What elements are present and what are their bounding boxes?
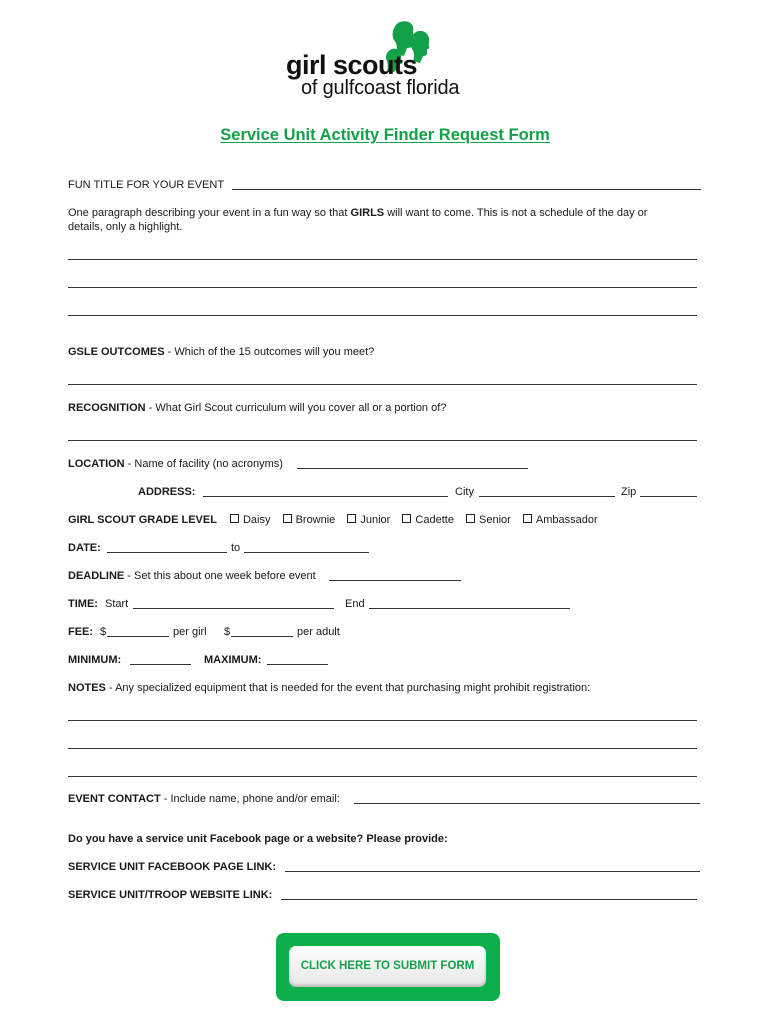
recognition-label: RECOGNITION [68, 402, 146, 414]
description-emphasis: GIRLS [350, 207, 385, 219]
fee-label: FEE: [68, 626, 94, 638]
fun-title-label: FUN TITLE FOR YOUR EVENT [68, 179, 225, 191]
grade-option-senior[interactable]: Senior [466, 514, 511, 526]
submit-button-frame [276, 933, 500, 1001]
event-contact-prompt [68, 792, 340, 806]
minimum-label: MINIMUM: [68, 654, 122, 666]
fee-currency-adult: $ [224, 626, 231, 638]
location-label: LOCATION [68, 458, 125, 470]
gsle-label: GSLE OUTCOMES [68, 346, 165, 358]
grade-option-junior[interactable]: Junior [347, 514, 390, 526]
location-prompt [68, 457, 283, 471]
recognition-text: - What Girl Scout curriculum will you cover all or a portion of? [145, 402, 447, 414]
fun-title-field[interactable] [232, 189, 701, 190]
city-field[interactable] [479, 496, 615, 497]
time-label: TIME: [68, 598, 98, 610]
form-title: Service Unit Activity Finder Request Form [220, 126, 550, 144]
grade-option-brownie[interactable]: Brownie [283, 514, 336, 526]
date-from-field[interactable] [107, 552, 227, 553]
checkbox-icon[interactable] [466, 514, 475, 523]
minimum-field[interactable] [130, 664, 191, 665]
location-text: - Name of facility (no acronyms) [124, 458, 283, 470]
time-end-label: End [345, 598, 365, 610]
logo-line2: of gulfcoast florida [301, 77, 460, 99]
grade-option-cadette[interactable]: Cadette [402, 514, 454, 526]
date-label: DATE: [68, 542, 101, 554]
deadline-prompt [68, 569, 316, 583]
description-field-line-3[interactable] [68, 315, 697, 316]
maximum-field[interactable] [267, 664, 328, 665]
deadline-field[interactable] [329, 580, 461, 581]
notes-field-line-2[interactable] [68, 748, 697, 749]
event-contact-field[interactable] [354, 803, 700, 804]
description-field-line-1[interactable] [68, 259, 697, 260]
checkbox-icon[interactable] [230, 514, 239, 523]
notes-text: - Any specialized equipment that is needed for the event that purchasing might prohibit registration: [105, 682, 591, 694]
facebook-link-field[interactable] [285, 871, 700, 872]
submit-form-button[interactable]: CLICK HERE TO SUBMIT FORM [289, 946, 486, 987]
recognition-field[interactable] [68, 440, 697, 441]
maximum-label: MAXIMUM: [204, 654, 262, 666]
fee-per-adult-field[interactable] [231, 636, 293, 637]
address-field[interactable] [203, 496, 448, 497]
gsle-outcomes-field[interactable] [68, 384, 697, 385]
location-field[interactable] [297, 468, 528, 469]
event-contact-text: - Include name, phone and/or email: [160, 793, 340, 805]
time-start-label: Start [105, 598, 129, 610]
notes-field-line-1[interactable] [68, 720, 697, 721]
description-line2: details, only a highlight. [68, 221, 183, 233]
logo-line1: girl scouts [286, 50, 418, 80]
grade-level-row [68, 513, 607, 527]
deadline-text: - Set this about one week before event [124, 570, 316, 582]
facebook-link-label: SERVICE UNIT FACEBOOK PAGE LINK: [68, 861, 277, 873]
description-text-after: will want to come. This is not a schedule of the day or [384, 207, 648, 219]
facebook-website-question: Do you have a service unit Facebook page or a website? Please provide: [68, 833, 448, 845]
recognition-prompt [68, 401, 446, 415]
logo [286, 20, 496, 106]
website-link-field[interactable] [281, 899, 697, 900]
fee-per-girl-label: per girl [173, 626, 207, 638]
zip-field[interactable] [640, 496, 697, 497]
notes-field-line-3[interactable] [68, 776, 697, 777]
date-to-label: to [231, 542, 241, 554]
checkbox-icon[interactable] [283, 514, 292, 523]
website-link-label: SERVICE UNIT/TROOP WEBSITE LINK: [68, 889, 273, 901]
event-contact-label: EVENT CONTACT [68, 793, 161, 805]
description-text [68, 206, 647, 220]
city-label: City [455, 486, 474, 498]
fee-per-adult-label: per adult [297, 626, 340, 638]
gsle-text: - Which of the 15 outcomes will you meet? [164, 346, 375, 358]
fee-currency-girl: $ [100, 626, 107, 638]
time-start-field[interactable] [133, 608, 334, 609]
deadline-label: DEADLINE [68, 570, 125, 582]
description-text-before: One paragraph describing your event in a fun way so that [68, 207, 351, 219]
grade-level-label: GIRL SCOUT GRADE LEVEL [68, 514, 217, 526]
checkbox-icon[interactable] [523, 514, 532, 523]
checkbox-icon[interactable] [402, 514, 411, 523]
checkbox-icon[interactable] [347, 514, 356, 523]
address-label: ADDRESS: [138, 486, 196, 498]
notes-prompt [68, 681, 590, 695]
date-to-field[interactable] [244, 552, 369, 553]
gsle-outcomes-prompt [68, 345, 374, 359]
grade-option-daisy[interactable]: Daisy [230, 514, 271, 526]
time-end-field[interactable] [369, 608, 570, 609]
grade-option-ambassador[interactable]: Ambassador [523, 514, 598, 526]
notes-label: NOTES [68, 682, 106, 694]
description-field-line-2[interactable] [68, 287, 697, 288]
zip-label: Zip [621, 486, 637, 498]
fee-per-girl-field[interactable] [107, 636, 169, 637]
